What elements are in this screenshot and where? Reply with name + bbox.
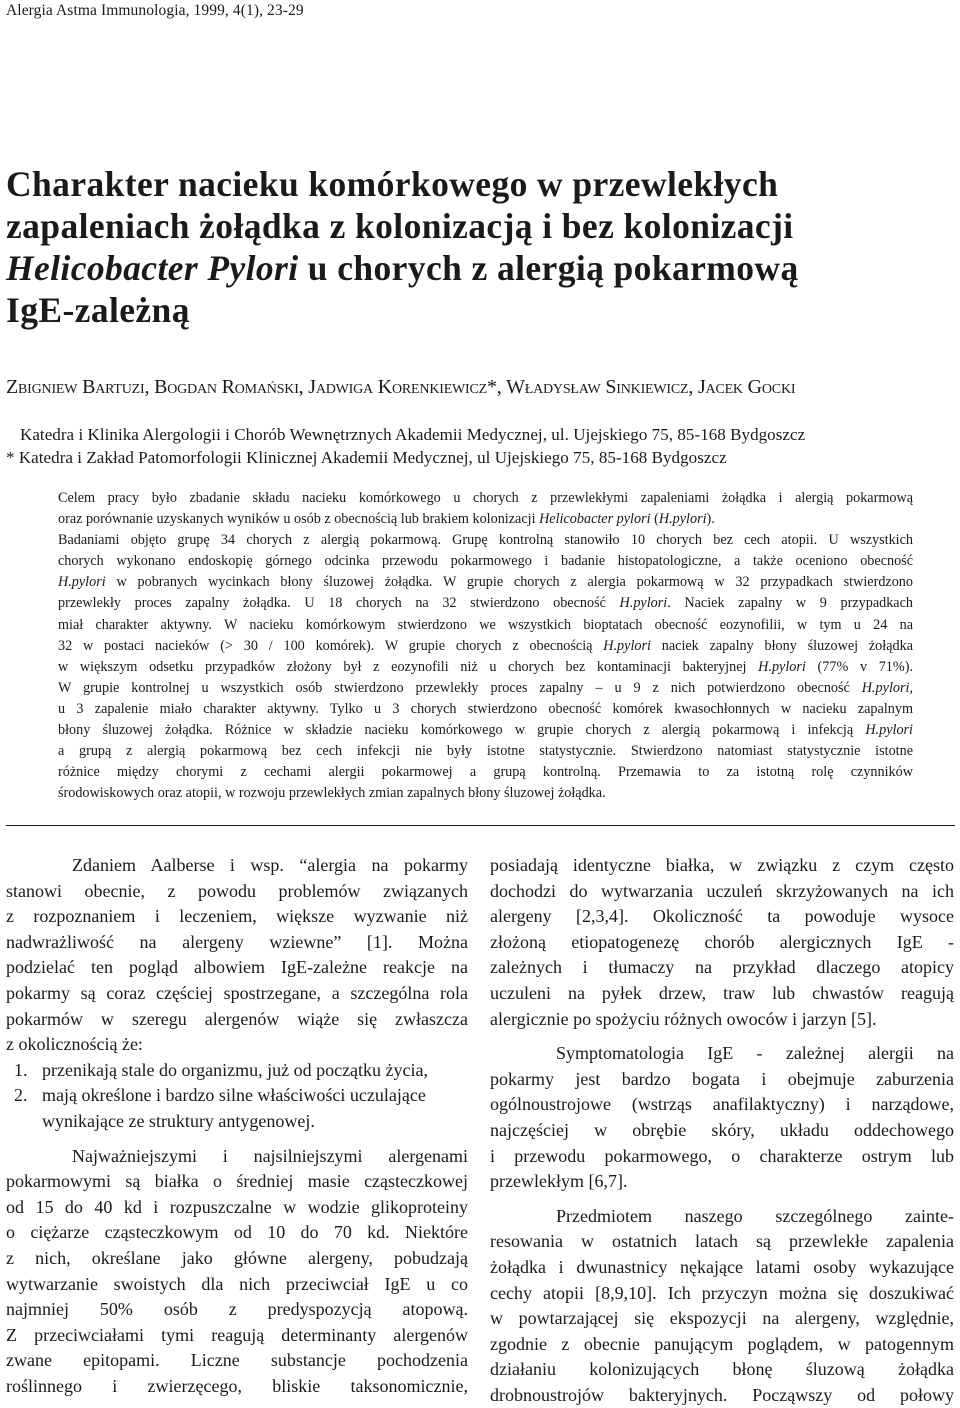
abstract-line: miał charakter aktywny. W nacieku komórkowym stwierdzono we wszystkich bioptatach obecność eozynofilii, w tym u 24 na (58, 616, 913, 633)
body-line: Najważniejszymi i najsilniejszymi alergenami (72, 1145, 468, 1166)
body-line: i przewodu pokarmowego, o charakterze ostrym lub (490, 1145, 954, 1166)
abstract-line (58, 593, 913, 614)
body-line: ogólnoustrojowe (wstrząs anafilaktyczny) i narządowe, (490, 1094, 954, 1115)
text-run: przewlekły proces zapalny żołądka. U 18 chorych na 32 stwierdzono obecność (58, 595, 620, 612)
body-line: Przedmiotem naszego szczególnego zainte- (556, 1205, 954, 1226)
article-title (6, 163, 946, 331)
body-line: alergicznie po spożyciu różnych owoców i jarzyn [5]. (490, 1008, 877, 1029)
body-line: złożoną etiopatogenezę chorób alergicznych IgE - (490, 931, 954, 952)
abstract-line: Celem pracy było zbadanie składu nacieku komórkowego u chorych z przewlekłymi zapaleniami żołądka i alergią pokarmową (58, 490, 913, 506)
body-line: z okolicznością że: (6, 1034, 143, 1055)
author: Zbigniew Bartuzi, (6, 376, 155, 398)
abstract-line: różnice między chorymi z cechami alergii pokarmowej a grupą kontrolną. Przemawia to za istotną rolę czynników (58, 764, 913, 781)
title-line: Charakter nacieku komórkowego w przewlekłych (6, 164, 779, 204)
section-divider (6, 825, 955, 826)
text-run: W grupie kontrolnej u wszystkich osób stwierdzono przewlekły proces zapalny – u 9 z nich potwierdzono obecność (58, 679, 862, 696)
list-text: przenikają stale do organizmu, już od początku życia, (42, 1059, 429, 1080)
body-line: Z przeciwciałami tymi reagują determinanty alergenów (6, 1324, 468, 1345)
text-run: Helicobacter pylori (539, 511, 651, 528)
body-line: w powtarzającej się ekspozycji na alergeny, względnie, (490, 1308, 954, 1329)
body-line: alergeny [2,3,4]. Okoliczność ta powoduje wysoce (490, 906, 954, 927)
title-line: IgE-zależną (6, 290, 190, 330)
author-list (6, 376, 795, 399)
title-species: Helicobacter Pylori (6, 248, 299, 288)
author: Bogdan Romański, (154, 376, 309, 398)
body-line: dochodzi do wytwarzania uczuleń skrzyżowanych na ich (490, 880, 954, 901)
body-line: stanowi obecnie, z powodu problemów związanych (6, 880, 468, 901)
title-line-rest: u chorych z alergią pokarmową (298, 248, 799, 288)
text-run: ). (706, 511, 715, 528)
body-line: działaniu kolonizujących błonę śluzową żołądka (490, 1359, 954, 1380)
body-line: z rozpoznaniem i leczeniem, większe wyzwanie niż (6, 906, 468, 927)
body-column-right (490, 853, 954, 1408)
body-line: wytwarzanie swoistych dla nich przeciwciał IgE u co (6, 1273, 468, 1294)
text-run: H.pylori (619, 595, 668, 612)
abstract-line: środowiskowych oraz atopii, w rozwoju przewlekłych zmian zapalnych błony śluzowej żołądka. (58, 785, 606, 802)
text-run: błony śluzowej żołądka. Różnice w składzie nacieku komórkowego w grupie chorych z alergią pokarmową i infekcją (58, 722, 866, 739)
text-run: w większym odsetku przypadków złożony był z eozynofili niż u chorych bez kontaminacji bakteryjnej (58, 658, 759, 675)
list-item (6, 1083, 468, 1109)
text-run: H.pylori (603, 637, 651, 654)
body-line: resowania w ostatnich latach są przewlekłe zapalenia (490, 1231, 954, 1252)
body-line: zależnych i tłumaczy na przykład dlaczego atopicy (490, 957, 954, 978)
affiliation: Katedra i Klinika Alergologii i Chorób Wewnętrznych Akademii Medycznej, ul. Ujejskiego 75, 85-168 Bydgoszcz (20, 425, 806, 444)
text-run: w pobranych wycinkach błony śluzowej żołądka. W grupie chorych z alergia pokarmową w 32 przypadkach stwierdzono (105, 574, 913, 591)
body-line: zgodnie z obecnie panującym poglądem, w patogennym (490, 1333, 954, 1354)
text-run: H.pylori (658, 511, 707, 528)
body-line: zwane epitopami. Liczne substancje pochodzenia (6, 1350, 468, 1371)
text-run: H.pylori (758, 658, 806, 675)
body-line: nadwrażliwość na alergeny wziewne” [1]. Można (6, 931, 468, 952)
journal-citation: Alergia Astma Immunologia, 1999, 4(1), 23-29 (6, 2, 304, 19)
affiliation: * Katedra i Zakład Patomorfologii Klinicznej Akademii Medycznej, ul Ujejskiego 75, 85-168 Bydgoszcz (6, 448, 727, 467)
body-line: przewlekłym [6,7]. (490, 1171, 628, 1192)
body-line: od 15 do 40 kd i rozpuszczalne w wodzie glikoproteiny (6, 1196, 468, 1217)
abstract-line (58, 720, 913, 741)
body-column-left (6, 853, 468, 1399)
body-line: pokarmowymi są białka o średniej masie cząsteczkowej (6, 1171, 468, 1192)
text-run: H.pylori (865, 722, 913, 739)
body-line: pokarmy są coraz częściej spostrzegane, a szczególna rola (6, 982, 468, 1003)
abstract-line (58, 657, 913, 678)
abstract-line (58, 636, 913, 657)
list-number: 2. (14, 1085, 28, 1106)
abstract-line: chorych wykonano endoskopię górnego odcinka przewodu pokarmowego i badanie histopatologiczne, a także oceniono obecność (58, 553, 913, 570)
list-number: 1. (14, 1059, 28, 1080)
text-run: ( (650, 511, 659, 528)
body-line: o ciężarze cząsteczkowym od 10 do 70 kd. Niektóre (6, 1222, 468, 1243)
body-line: roślinnego i zwierzęcego, bliskie taksonomicznie, (6, 1375, 468, 1396)
author: Jacek Gocki (697, 376, 796, 398)
text-run: oraz porównanie uzyskanych wyników u osób z obecnością lub brakiem kolonizacji (58, 511, 540, 528)
body-line: pokarmy jest bardzo bogata i obejmuje zaburzenia (490, 1068, 954, 1089)
text-run: H.pylori (58, 574, 106, 591)
body-line: podzielać ten pogląd albowiem IgE-zależne reakcje na (6, 957, 468, 978)
abstract-line: a grupą z alergią pokarmową bez cech infekcji nie były istotne statystycznie. Stwierdzono natomiast statystycznie istotne (58, 743, 913, 760)
body-line: z nich, określane jako główne alergeny, pobudzają (6, 1247, 468, 1268)
abstract-line (58, 678, 913, 699)
list-item (6, 1058, 468, 1084)
text-run: naciek zapalny błony śluzowej żołądka (650, 637, 913, 654)
abstract (58, 488, 913, 804)
body-line: Zdaniem Aalberse i wsp. “alergia na pokarmy (72, 855, 468, 875)
list-item-continuation: wynikające ze struktury antygenowej. (42, 1110, 315, 1131)
abstract-line: Badaniami objęto grupę 34 chorych z alergią pokarmową. Grupę kontrolną stanowiło 10 chorych bez cech atopii. U wszystkich (58, 532, 913, 549)
abstract-line (58, 509, 913, 530)
body-line: najmniej 50% osób z predyspozycją atopową. (6, 1299, 468, 1320)
body-line: pokarmów w szeregu alergenów wiąże się zwłaszcza (6, 1008, 468, 1029)
title-line (6, 247, 946, 289)
author: Władysław Sinkiewicz, (506, 376, 698, 398)
body-line: uczuleni na pyłek drzew, traw lub chwastów reagują (490, 982, 954, 1003)
text-run: . Naciek zapalny w 9 przypadkach (667, 595, 913, 612)
text-run: (77% v 71%). (805, 658, 913, 675)
title-line: zapaleniach żołądka z kolonizacją i bez kolonizacji (6, 206, 794, 246)
body-line: Symptomatologia IgE - zależnej alergii na (556, 1043, 954, 1064)
abstract-line: u 3 zapalenie miało charakter aktywny. Tylko u 3 chorych stwierdzono obecność komórek kwasochłonnych w nacieku zapalnym (58, 700, 913, 717)
text-run: , (909, 679, 913, 696)
list-text: mają określone i bardzo silne właściwości uczulające (42, 1085, 426, 1106)
text-run: 32 w postaci nacieków (> 30 / 100 komórek). W grupie chorych z obecnością (58, 637, 604, 654)
abstract-line (58, 572, 913, 593)
body-line: żołądka i dwunastnicy nękające latami osoby wykazujące (490, 1256, 954, 1277)
body-line: cechy atopii [8,9,10]. Ich przyczyn można się doszukiwać (490, 1282, 954, 1303)
body-line: drobnoustrojów bakteryjnych. Począwszy od połowy (490, 1384, 954, 1405)
author: Jadwiga Korenkiewicz*, (308, 376, 507, 398)
text-run: H.pylori (861, 679, 910, 696)
body-line: najczęściej w obrębie skóry, układu oddechowego (490, 1119, 954, 1140)
body-line: posiadają identyczne białka, w związku z czym często (490, 855, 954, 875)
